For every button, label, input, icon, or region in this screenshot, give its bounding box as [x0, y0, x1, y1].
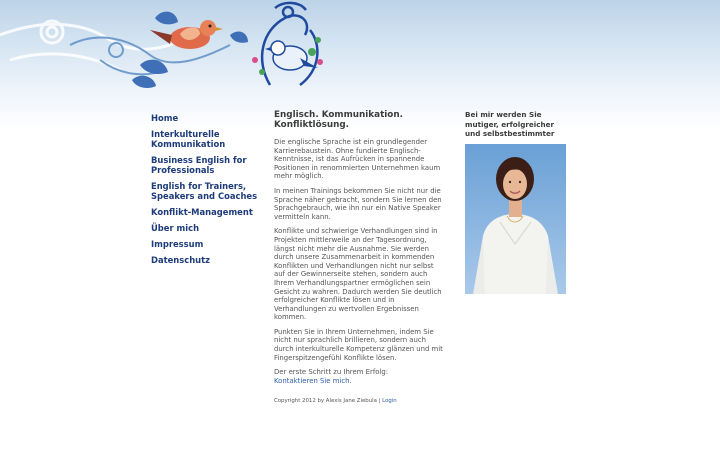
portrait-photo [465, 144, 566, 294]
nav-item-english-for-trainers[interactable]: English for Trainers, Speakers and Coaches [151, 181, 258, 201]
paragraph-cta [274, 368, 446, 385]
paragraph-company: Punkten Sie in Ihrem Unternehmen, indem Sie nicht nur sprachlich brillieren, sondern auch durch interkulturelle Kompetenz glänzen und mit Fingerspitzengefühl Konflikte lösen. [274, 327, 443, 362]
nav-item-conflict-management[interactable]: Konflikt-Management [151, 207, 253, 217]
cta-text: Der erste Schritt zu Ihrem Erfolg: [274, 368, 389, 377]
nav-item-intercultural-communication[interactable]: Interkulturelle Kommunikation [151, 129, 226, 149]
paragraph-trainings: In meinen Trainings bekommen Sie nicht nur die Sprache näher gebracht, sondern Sie lernen den Sprachgebrauch, wie ihn nur ein Native Speaker vermitteln kann. [274, 186, 442, 221]
nav-item-home[interactable]: Home [151, 113, 179, 123]
page-title: Englisch. Kommunikation. Konfliktlösung. [274, 110, 403, 130]
sidebar-heading: Bei mir werden Sie mutiger, erfolgreicher und selbstbestimmter [465, 110, 555, 139]
footer [274, 398, 397, 404]
cta-period: . [349, 376, 352, 385]
login-link[interactable]: Login [382, 398, 397, 404]
nav-item-imprint[interactable]: Impressum [151, 239, 204, 249]
footer-separator: | [376, 398, 383, 404]
nav-item-about-me[interactable]: Über mich [151, 223, 200, 233]
copyright-text: Copyright 2012 by Alexis Jane Ziebula [274, 398, 377, 404]
main-content [274, 110, 446, 391]
sidebar-right [465, 110, 567, 294]
nav-item-privacy[interactable]: Datenschutz [151, 255, 211, 265]
nav-item-business-english[interactable]: Business English for Professionals [151, 155, 247, 175]
main-nav [151, 113, 261, 271]
paragraph-conflicts: Konflikte und schwierige Verhandlungen sind in Projekten mittlerweile an der Tagesordnung, längst nicht mehr die Ausnahme. Sie werden durch unsere Zusammenarbeit in kommenden Konflikten und Verhandlungen nicht nur selbst auf der Gewinnerseite stehen, sondern auch Ihrem Verhandlungspartner ermöglichen sein Gesicht zu wahren. Dadurch werden Sie deutlich erfolgreicher Konflikte lösen und in Verhandlungen zu wertvollen Ergebnissen kommen. [274, 227, 442, 322]
paragraph-intro: Die englische Sprache ist ein grundlegender Karrierebaustein. Ohne fundierte Englisch-Kenntnisse, ist das Aufrücken in spannende Positionen in renommierten Unternehmen kaum mehr möglich. [274, 138, 441, 181]
contact-link[interactable]: Kontaktieren Sie mich [274, 376, 350, 385]
